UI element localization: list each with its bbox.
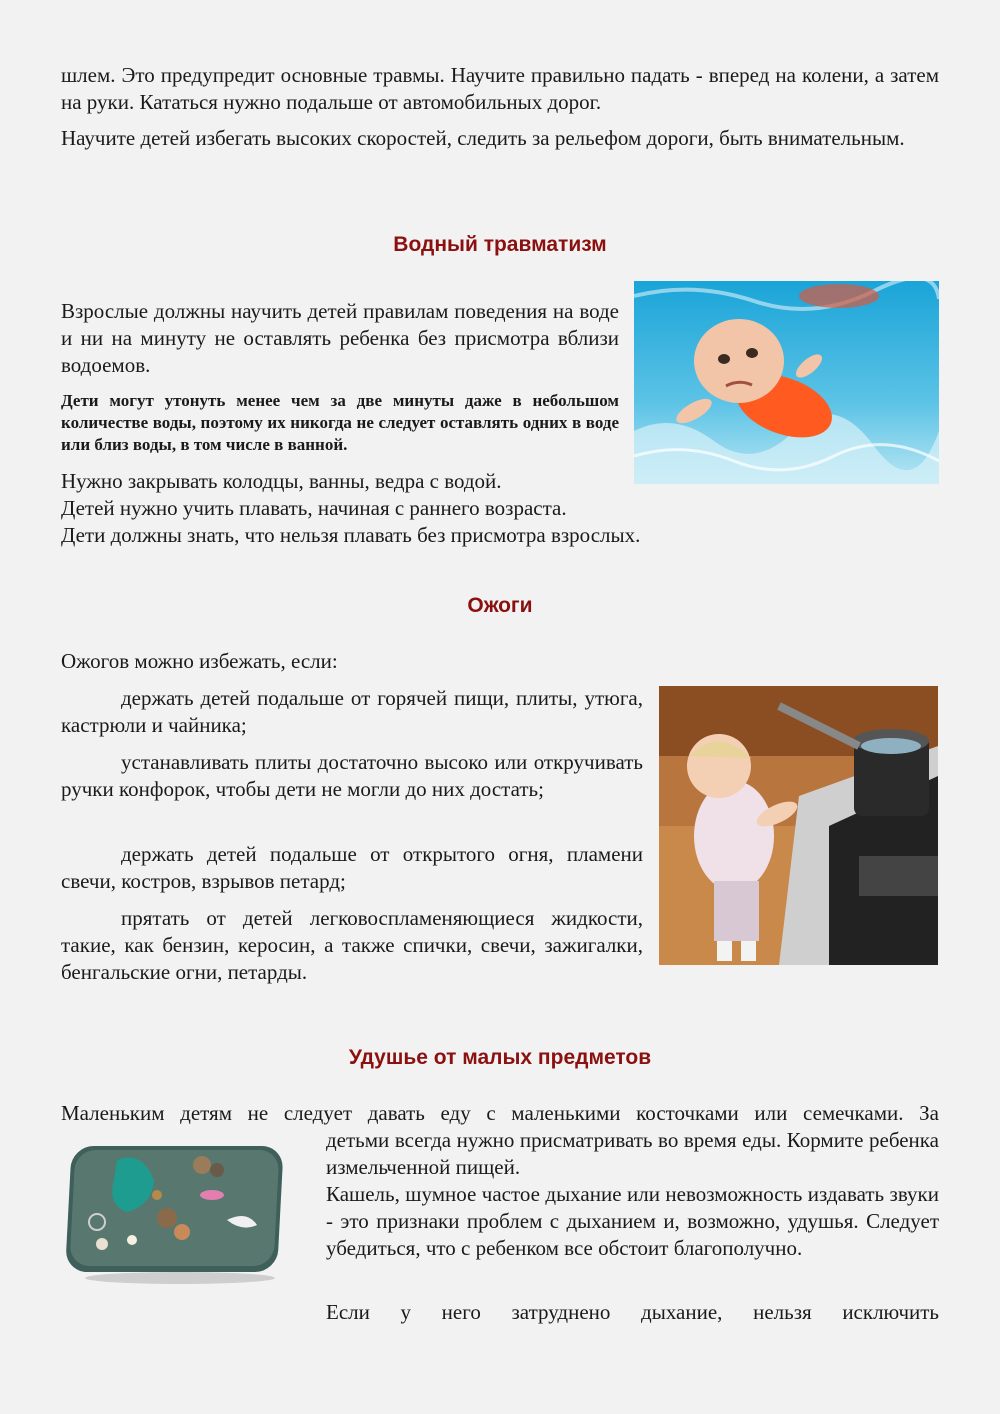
choking-paragraph-3: Если у него затруднено дыхание, нельзя исключить	[326, 1300, 939, 1324]
choking-heading: Удушье от малых предметов	[348, 1046, 652, 1069]
small-objects-image	[62, 1140, 292, 1285]
baby-underwater-illustration	[634, 281, 939, 484]
burns-lead: Ожогов можно избежать, если:	[61, 649, 338, 673]
choking-paragraph-1-rest: детьми всегда нужно присматривать во время еды. Кормите ребенка измельченной пищей.	[326, 1128, 939, 1179]
water-line-1: Нужно закрывать колодцы, ванны, ведра с водой.	[61, 469, 502, 493]
water-paragraph-1: Взрослые должны научить детей правилам поведения на воде и ни на минуту не оставлять ребенка без присмотра вблизи водоемов.	[61, 299, 619, 377]
toddler-stove-image	[659, 686, 938, 965]
burns-item-3: держать детей подальше от открытого огня, пламени свечи, костров, взрывов петард;	[61, 842, 643, 893]
burns-item-4: прятать от детей легковоспламеняющиеся жидкости, такие, как бензин, керосин, а также спички, свечи, зажигалки, бенгальские огни, петарды.	[61, 906, 643, 984]
burns-item-1: держать детей подальше от горячей пищи, плиты, утюга, кастрюли и чайника;	[61, 686, 643, 737]
toddler-stove-illustration	[659, 686, 938, 965]
water-line-3: Дети должны знать, что нельзя плавать без присмотра взрослых.	[61, 523, 641, 547]
water-line-2: Детей нужно учить плавать, начиная с раннего возраста.	[61, 496, 567, 520]
baby-underwater-image	[634, 281, 939, 484]
water-heading: Водный травматизм	[393, 233, 607, 256]
burns-heading: Ожоги	[467, 594, 533, 617]
water-warning: Дети могут утонуть менее чем за две минуты даже в небольшом количестве воды, поэтому их никогда не следует оставлять одних в воде или близ воды, в том числе в ванной.	[61, 391, 619, 454]
small-objects-illustration	[62, 1140, 292, 1285]
choking-paragraph-2: Кашель, шумное частое дыхание или невозможность издавать звуки - это признаки проблем с дыханием и, возможно, удушья. Следует убедиться, что с ребенком все обстоит благополучно.	[326, 1182, 939, 1260]
intro-paragraph-2: Научите детей избегать высоких скоростей, следить за рельефом дороги, быть внимательным.	[61, 126, 905, 150]
burns-item-2: устанавливать плиты достаточно высоко или откручивать ручки конфорок, чтобы дети не могли до них достать;	[61, 750, 643, 801]
intro-paragraph-1: шлем. Это предупредит основные травмы. Научите правильно падать - вперед на колени, а затем на руки. Кататься нужно подальше от автомобильных дорог.	[61, 63, 939, 114]
choking-paragraph-1-first: Маленьким детям не следует давать еду с маленькими косточками или семечками. За	[61, 1101, 939, 1125]
